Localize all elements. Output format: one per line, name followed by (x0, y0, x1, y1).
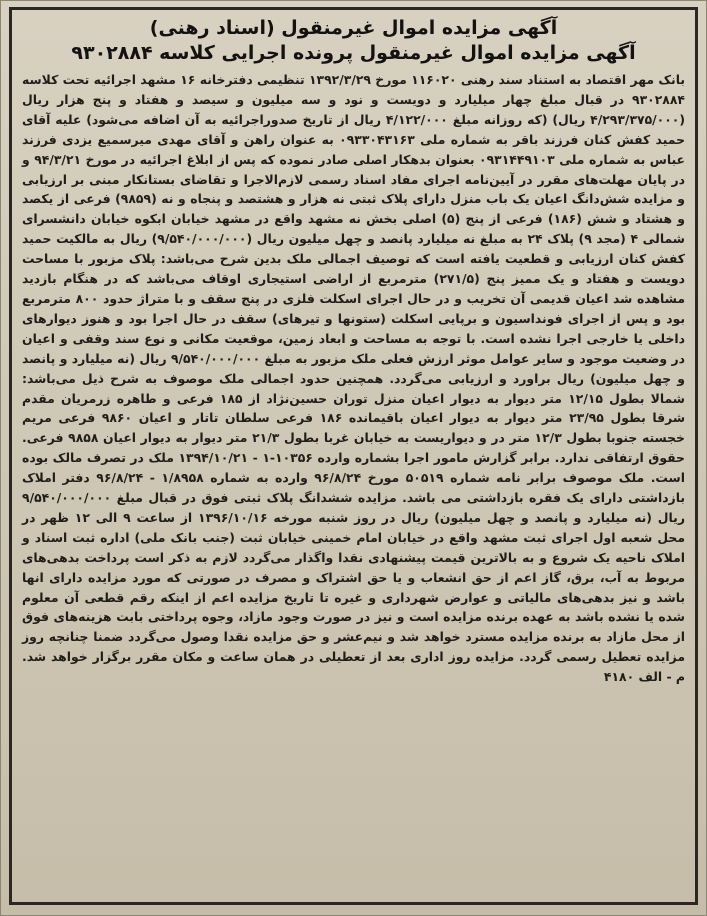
notice-body-text: بانک مهر اقتصاد به استناد سند رهنی ۱۱۶۰۲۰ مورخ ۱۳۹۲/۳/۲۹ تنظیمی دفترخانه ۱۶ مشهد اجرائیه تحت کلاسه ۹۳۰۲۸۸۴ در قبال مبلغ چهار میلیارد و دویست و نود و سه میلیون و سیصد و هفتاد و پنج هزار ریال (۴/۲۹۳/۳۷۵/۰۰۰ ریال) (که روزانه مبلغ ۴/۱۲۲/۰۰۰ ریال از تاریخ صدوراجرائیه به آن اضافه می‌شود) علیه آقای حمید کفش کنان فرزند باقر به شماره ملی ۰۹۳۳۰۴۳۱۶۳ به عنوان راهن و آقای مهدی میرسمیع یزدی فرزند عباس به شماره ملی ۰۹۳۱۴۴۹۱۰۳ بعنوان بدهکار اصلی صادر نموده که پس از ابلاغ اجرائیه در مورخ ۹۴/۳/۲۱ و در پایان مهلت‌های مقرر در آیین‌نامه اجرای مفاد اسناد رسمی لازم‌الاجرا و تقاضای بستانکار مبنی بر ارزیابی و مزایده شش‌دانگ اعیان یک باب منزل دارای پلاک ثبتی نه هزار و هشتصد و پنجاه و نه (۹۸۵۹) فرعی از یکصد و هشتاد و شش (۱۸۶) فرعی از پنج (۵) اصلی بخش نه مشهد واقع در مشهد خیابان ابکوه خیابان دانشسرای شمالی ۴ (مجد ۹) پلاک ۲۴ به مبلغ نه میلیارد پانصد و چهل میلیون ریال (۹/۵۴۰/۰۰۰/۰۰۰) ریال به مالکیت حمید کفش کنان ارزیابی و قطعیت یافته است که توصیف اجمالی ملک بدین شرح می‌باشد: پلاک مزبور با مساحت دویست و هفتاد و یک ممیز پنج (۲۷۱/۵) مترمربع از اراضی استیجاری اوقاف می‌باشد که در هنگام بازدید مشاهده شد اعیان قدیمی آن تخریب و در حال اجرای اسکلت فلزی در پنج سقف و با متراژ حدود ۸۰۰ مترمربع بود و پس از اجرای فونداسیون و برپایی اسکلت (ستونها و تیرهای) سقف در حال اجرا بود و هنوز دیوارهای داخلی یا خارجی اجرا نشده است. با توجه به مساحت و ابعاد زمین، موقعیت مکانی و نوع سند وقفی و اعیان در وضعیت موجود و سایر عوامل موثر ارزش فعلی ملک مزبور به مبلغ ۹/۵۴۰/۰۰۰/۰۰۰ ریال (نه میلیارد و پانصد و چهل میلیون) ریال براورد و ارزیابی می‌گردد. همچنین حدود اجمالی ملک موصوف به شرح ذیل می‌باشد: شمالا بطول ۱۲/۱۵ متر دیوار به دیوار اعیان منزل توران حسین‌نژاد از ۱۸۵ فرعی و طاهره زرمریان مقدم شرقا بطول ۲۳/۹۵ متر دیوار به دیوار اعیان باقیمانده ۱۸۶ فرعی سلطان تاتار و اعیان ۹۸۶۰ فرعی مریم خجسته جنوبا بطول ۱۲/۳ متر در و دیواریست به خیابان غربا بطول ۲۱/۳ متر دیوار به دیوار اعیان ۹۸۵۸ فرعی. حقوق ارتفاقی ندارد. برابر گزارش مامور اجرا بشماره وارده ۱۰۳۵۶-۱ - ۱۳۹۴/۱۰/۲۱ ملک در تصرف مالک بوده است. ملک موصوف برابر نامه شماره ۵۰۵۱۹ مورخ ۹۶/۸/۲۴ وارده به شماره ۱/۸۹۵۸ - ۹۶/۸/۲۴ دفتر املاک بازداشتی دارای یک فقره بازداشتی می باشد. مزایده ششدانگ پلاک ثبتی فوق در قبال مبلغ ۹/۵۴۰/۰۰۰/۰۰۰ ریال (نه میلیارد و پانصد و چهل میلیون) ریال در روز شنبه مورخه ۱۳۹۶/۱۰/۱۶ از ساعت ۹ الی ۱۲ ظهر در محل شعبه اول اجرای ثبت مشهد واقع در خیابان امام خمینی خیابان ثبت (جنب بانک ملی) اداره ثبت اسناد و املاک ناحیه یک شروع و به بالاترین قیمت پیشنهادی نقدا واگذار می‌گردد لازم به ذکر است پرداخت بدهی‌های مربوط به آب، برق، گاز اعم از حق انشعاب و یا حق اشتراک و مصرف در صورتی که مورد مزایده دارای انها باشد و نیز بدهی‌های مالیاتی و عوارض شهرداری و غیره تا تاریخ مزایده اعم از اینکه رقم قطعی آن معلوم شده یا نشده باشد به عهده برنده مزایده است و نیز در صورت وجود مازاد، وجوه پرداختی بابت هزینه‌های فوق از محل مازاد به برنده مزایده مسترد خواهد شد و نیم‌عشر و حق مزایده نقدا وصول می‌گردد ضمنا چنانچه روز مزایده تعطیل رسمی گردد. مزایده روز اداری بعد از تعطیلی در همان ساعت و مکان مقرر برگزار خواهد شد. (21, 72, 686, 665)
notice-subtitle: آگهی مزایده اموال غیرمنقول پرونده اجرایی کلاسه ۹۳۰۲۸۸۴ (71, 42, 636, 64)
notice-title: آگهی مزایده اموال غیرمنقول (اسناد رهنی) (149, 17, 558, 39)
auction-notice (9, 7, 698, 905)
notice-body (22, 70, 685, 687)
notice-signature: م - الف ۴۱۸۰ (603, 669, 685, 685)
